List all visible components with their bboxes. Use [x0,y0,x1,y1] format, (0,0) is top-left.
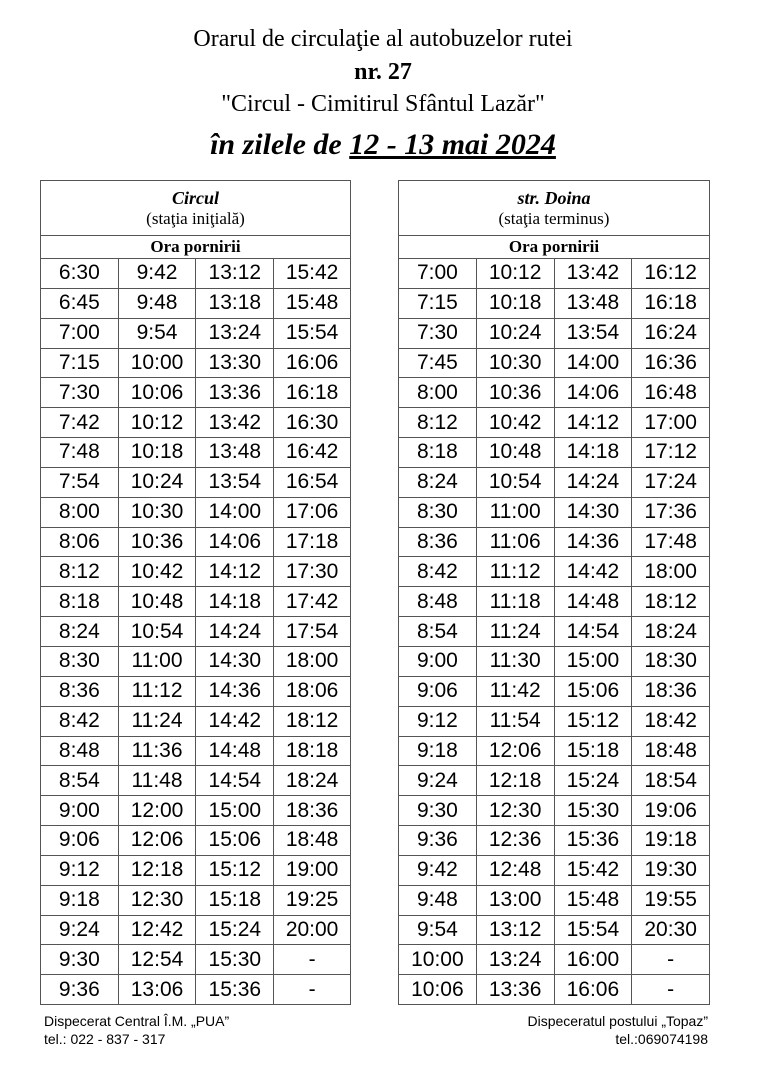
table-row [399,557,710,587]
table-row [41,796,351,826]
departure-time: 15:36 [554,826,632,856]
departure-time: 19:25 [274,885,351,915]
table-row [399,378,710,408]
schedule-title: Orarul de circulaţie al autobuzelor rutei [193,26,573,52]
departure-time: 9:30 [41,945,119,975]
departure-time: 17:00 [632,408,710,438]
departure-time: 10:24 [476,318,554,348]
departure-time: 10:12 [476,259,554,289]
departure-time: 9:06 [41,826,119,856]
departure-time: 14:24 [554,467,632,497]
departure-time: 12:30 [476,796,554,826]
departure-time: 10:42 [118,557,196,587]
departure-time: 13:42 [554,259,632,289]
departure-time: 9:54 [399,915,477,945]
table-row [41,438,351,468]
departure-time: 18:12 [274,706,351,736]
table-row [41,945,351,975]
departure-time: - [632,975,710,1005]
table-row [41,408,351,438]
departure-time: 15:12 [196,855,274,885]
timetable-circul [40,180,351,1005]
departure-time: 11:48 [118,766,196,796]
table-row [399,467,710,497]
departure-time: 10:18 [118,438,196,468]
departure-time: 10:24 [118,467,196,497]
departure-time: 19:18 [632,826,710,856]
departure-time: 14:48 [196,736,274,766]
departure-time: 9:18 [399,736,477,766]
dispatch-topaz: Dispeceratul postului „Topaz” [527,1013,708,1029]
departure-time: 14:48 [554,587,632,617]
departure-time: 11:00 [118,646,196,676]
departure-time: 7:45 [399,348,477,378]
departure-time: 18:42 [632,706,710,736]
departure-time: 7:00 [41,318,119,348]
departure-time: 13:06 [118,975,196,1005]
departure-time: 15:06 [196,826,274,856]
departure-time: 10:30 [118,497,196,527]
departure-time: 8:36 [41,676,119,706]
departure-time: 10:00 [399,945,477,975]
departure-time: 15:24 [554,766,632,796]
departure-time: 14:36 [196,676,274,706]
table-row [399,766,710,796]
timetable-str-doina [398,180,710,1005]
departure-time: 12:06 [476,736,554,766]
departure-time: 14:36 [554,527,632,557]
departure-time: 11:24 [118,706,196,736]
departure-time: 10:12 [118,408,196,438]
departure-time: 11:12 [476,557,554,587]
departure-time: 9:06 [399,676,477,706]
departure-time: 16:30 [274,408,351,438]
stop-name: str. Doina [399,181,710,210]
table-row [41,766,351,796]
footer-right [527,1012,708,1048]
departure-time: 12:36 [476,826,554,856]
table-row [41,617,351,647]
departure-time: 9:36 [399,826,477,856]
departure-time: 14:24 [196,617,274,647]
table-row [41,467,351,497]
departure-time: 8:30 [41,646,119,676]
departure-time: 8:00 [399,378,477,408]
departure-time: 15:00 [196,796,274,826]
departure-time: 16:06 [274,348,351,378]
departure-time: 8:24 [399,467,477,497]
departure-time: 13:48 [196,438,274,468]
departure-time: 14:06 [554,378,632,408]
departure-time: 14:30 [196,646,274,676]
route-number: nr. 27 [354,59,412,85]
table-row [41,348,351,378]
departure-time: 10:06 [399,975,477,1005]
departure-time: 13:00 [476,885,554,915]
departure-time: 16:36 [632,348,710,378]
departure-time: 9:36 [41,975,119,1005]
departure-time: 15:48 [274,288,351,318]
stop-type: (staţia terminus) [399,209,710,236]
table-row [399,885,710,915]
departure-time: 18:24 [274,766,351,796]
table-row [399,915,710,945]
departure-time: 8:30 [399,497,477,527]
departure-time: 11:00 [476,497,554,527]
departure-time: 9:42 [118,259,196,289]
table-row [399,288,710,318]
departure-time: 15:00 [554,646,632,676]
departure-time: 13:54 [196,467,274,497]
table-row [399,348,710,378]
table-row [41,587,351,617]
table-row [41,288,351,318]
departure-time: 13:24 [476,945,554,975]
schedule-dates [0,128,766,162]
table-row [399,945,710,975]
stop-name: Circul [41,181,351,210]
departure-time: 17:42 [274,587,351,617]
departure-time: 20:00 [274,915,351,945]
departure-time: 15:42 [554,855,632,885]
table-row [399,497,710,527]
table-row [41,259,351,289]
departure-time: 11:36 [118,736,196,766]
table-row [41,885,351,915]
departure-time: 7:15 [399,288,477,318]
column-header: Ora pornirii [41,236,351,259]
departure-time: 11:54 [476,706,554,736]
departure-time: 14:42 [196,706,274,736]
departure-time: 9:24 [41,915,119,945]
departure-time: 17:06 [274,497,351,527]
departure-time: 8:00 [41,497,119,527]
departure-time: 8:24 [41,617,119,647]
departure-time: 13:48 [554,288,632,318]
departure-time: 8:12 [41,557,119,587]
table-row [399,676,710,706]
departure-time: 13:42 [196,408,274,438]
departure-time: 12:18 [118,855,196,885]
departure-time: 9:18 [41,885,119,915]
departure-time: 15:06 [554,676,632,706]
departure-time: 18:24 [632,617,710,647]
departure-time: 8:18 [399,438,477,468]
departure-time: 10:00 [118,348,196,378]
stop-type: (staţia iniţială) [41,209,351,236]
departure-time: 15:30 [196,945,274,975]
departure-time: 13:36 [196,378,274,408]
table-row [399,617,710,647]
departure-time: 17:24 [632,467,710,497]
departure-time: 15:30 [554,796,632,826]
departure-time: 17:36 [632,497,710,527]
departure-time: 13:18 [196,288,274,318]
departure-time: 8:54 [41,766,119,796]
departure-time: 12:48 [476,855,554,885]
departure-time: 8:12 [399,408,477,438]
dispatch-central-phone: tel.: 022 - 837 - 317 [44,1031,166,1047]
departure-time: 12:00 [118,796,196,826]
departure-time: 15:12 [554,706,632,736]
departure-time: 18:00 [632,557,710,587]
departure-time: 12:54 [118,945,196,975]
departure-time: 17:54 [274,617,351,647]
departure-time: 18:48 [632,736,710,766]
departure-time: 10:54 [476,467,554,497]
departure-time: 9:00 [399,646,477,676]
table-row [41,557,351,587]
departure-time: 11:18 [476,587,554,617]
table-row [41,736,351,766]
departure-time: 18:36 [632,676,710,706]
table-row [41,378,351,408]
departure-time: 19:55 [632,885,710,915]
departure-time: 18:00 [274,646,351,676]
table-row [399,587,710,617]
table-row [41,318,351,348]
departure-time: 10:06 [118,378,196,408]
departure-time: 8:48 [41,736,119,766]
departure-time: 14:12 [196,557,274,587]
departure-time: 15:18 [196,885,274,915]
departure-time: 17:30 [274,557,351,587]
dispatch-central: Dispecerat Central Î.M. „PUA” [44,1013,230,1029]
departure-time: 8:48 [399,587,477,617]
table-row [399,527,710,557]
table-row [399,259,710,289]
departure-time: 7:48 [41,438,119,468]
departure-time: 12:42 [118,915,196,945]
table-row [41,975,351,1005]
departure-time: 10:18 [476,288,554,318]
dates-prefix: în zilele de [210,128,350,161]
departure-time: 11:30 [476,646,554,676]
departure-time: 11:06 [476,527,554,557]
departure-time: 13:24 [196,318,274,348]
table-row [41,527,351,557]
departure-time: 19:30 [632,855,710,885]
departure-time: - [632,945,710,975]
departure-time: 8:06 [41,527,119,557]
departure-time: 11:12 [118,676,196,706]
route-name: "Circul - Cimitirul Sfântul Lazăr" [221,91,545,117]
table-row [399,975,710,1005]
table-row [399,438,710,468]
departure-time: 11:42 [476,676,554,706]
departure-time: 18:12 [632,587,710,617]
departure-time: 8:54 [399,617,477,647]
table-row [399,736,710,766]
departure-time: 14:00 [554,348,632,378]
dates-range: 12 - 13 mai 2024 [349,128,556,161]
departure-time: 13:30 [196,348,274,378]
table-row [41,855,351,885]
departure-time: 14:42 [554,557,632,587]
departure-time: 15:18 [554,736,632,766]
departure-time: 18:30 [632,646,710,676]
departure-time: 9:12 [41,855,119,885]
departure-time: 9:48 [118,288,196,318]
departure-time: 14:06 [196,527,274,557]
departure-time: 10:30 [476,348,554,378]
departure-time: 7:30 [41,378,119,408]
departure-time: 14:30 [554,497,632,527]
table-row [399,855,710,885]
departure-time: 14:54 [196,766,274,796]
departure-time: 8:36 [399,527,477,557]
departure-time: 14:00 [196,497,274,527]
column-header: Ora pornirii [399,236,710,259]
table-row [399,408,710,438]
departure-time: 14:18 [196,587,274,617]
departure-time: 6:45 [41,288,119,318]
departure-time: 18:54 [632,766,710,796]
table-row [41,497,351,527]
departure-time: 8:42 [41,706,119,736]
departure-time: 17:18 [274,527,351,557]
departure-time: 9:12 [399,706,477,736]
departure-time: 9:42 [399,855,477,885]
dispatch-topaz-phone: tel.:069074198 [615,1031,708,1047]
table-row [41,706,351,736]
departure-time: 18:36 [274,796,351,826]
departure-time: 12:18 [476,766,554,796]
departure-time: 14:18 [554,438,632,468]
table-row [399,796,710,826]
departure-time: 16:12 [632,259,710,289]
departure-time: 20:30 [632,915,710,945]
departure-time: 9:24 [399,766,477,796]
table-row [41,676,351,706]
departure-time: 15:24 [196,915,274,945]
departure-time: 11:24 [476,617,554,647]
departure-time: 10:36 [476,378,554,408]
departure-time: 15:48 [554,885,632,915]
departure-time: 10:54 [118,617,196,647]
departure-time: 9:00 [41,796,119,826]
departure-time: 13:36 [476,975,554,1005]
departure-time: 16:18 [632,288,710,318]
departure-time: 10:48 [118,587,196,617]
departure-time: 18:48 [274,826,351,856]
table-row [41,646,351,676]
departure-time: 7:42 [41,408,119,438]
departure-time: 15:42 [274,259,351,289]
table-row [399,646,710,676]
departure-time: 7:00 [399,259,477,289]
departure-time: 15:54 [554,915,632,945]
departure-time: 16:24 [632,318,710,348]
departure-time: 9:48 [399,885,477,915]
departure-time: 16:54 [274,467,351,497]
departure-time: 18:06 [274,676,351,706]
table-row [41,915,351,945]
departure-time: 15:54 [274,318,351,348]
departure-time: 16:00 [554,945,632,975]
departure-time: 14:12 [554,408,632,438]
departure-time: 8:42 [399,557,477,587]
departure-time: - [274,975,351,1005]
table-row [399,318,710,348]
departure-time: 8:18 [41,587,119,617]
departure-time: 17:48 [632,527,710,557]
departure-time: 13:12 [196,259,274,289]
departure-time: 12:06 [118,826,196,856]
departure-time: 18:18 [274,736,351,766]
departure-time: 19:06 [632,796,710,826]
departure-time: 10:42 [476,408,554,438]
departure-time: 16:06 [554,975,632,1005]
departure-time: - [274,945,351,975]
table-row [399,706,710,736]
departure-time: 14:54 [554,617,632,647]
departure-time: 16:48 [632,378,710,408]
table-row [399,826,710,856]
departure-time: 9:30 [399,796,477,826]
departure-time: 13:12 [476,915,554,945]
table-row [41,826,351,856]
departure-time: 7:15 [41,348,119,378]
departure-time: 9:54 [118,318,196,348]
departure-time: 7:30 [399,318,477,348]
departure-time: 16:18 [274,378,351,408]
departure-time: 15:36 [196,975,274,1005]
departure-time: 12:30 [118,885,196,915]
departure-time: 13:54 [554,318,632,348]
departure-time: 7:54 [41,467,119,497]
departure-time: 19:00 [274,855,351,885]
departure-time: 10:48 [476,438,554,468]
departure-time: 16:42 [274,438,351,468]
departure-time: 17:12 [632,438,710,468]
footer-left [44,1012,229,1048]
departure-time: 10:36 [118,527,196,557]
departure-time: 6:30 [41,259,119,289]
